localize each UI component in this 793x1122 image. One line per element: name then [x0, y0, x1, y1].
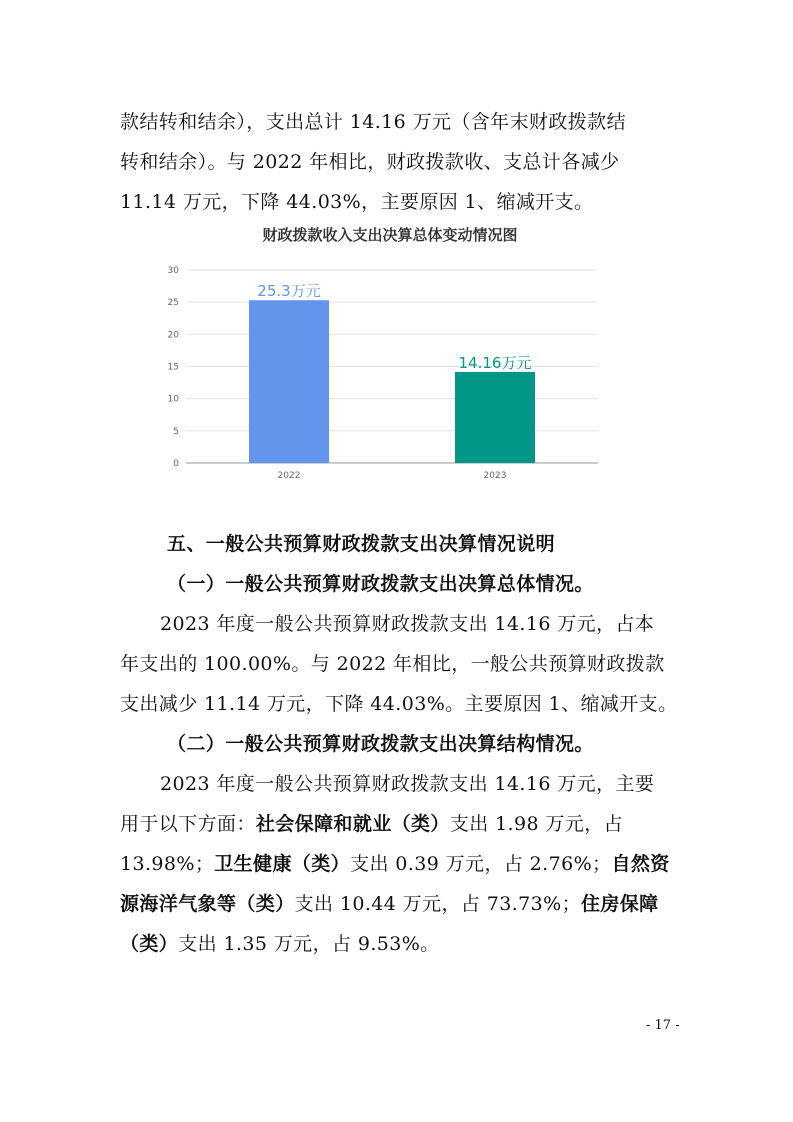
data-label-2022: 25.3万元 [257, 282, 321, 301]
category-natural-resources: 自然资 [611, 853, 670, 875]
data-label-2023: 14.16万元 [458, 353, 532, 372]
text: 年支出的 100.00%。与 2022 年相比，一般公共预算财政拨款 [120, 653, 665, 675]
y-tick-label: 30 [167, 266, 179, 276]
text: 支出减少 11.14 万元，下降 44.03%。主要原因 1、缩减开支。 [120, 693, 678, 715]
text: 支出 10.44 万元，占 73.73%； [294, 893, 581, 915]
page-number: - 17 - [646, 1018, 680, 1033]
text: 用于以下方面： [120, 813, 256, 835]
text: 支出 1.98 万元，占 [449, 813, 624, 835]
x-tick-label: 2023 [483, 471, 507, 481]
subsection-title: （二）一般公共预算财政拨款支出决算结构情况。 [167, 733, 594, 755]
section-title: 五、一般公共预算财政拨款支出决算情况说明 [167, 533, 556, 555]
paragraph-line [0, 770, 793, 798]
chart-y-axis [168, 266, 180, 469]
text: 2023 年度一般公共预算财政拨款支出 14.16 万元，主要 [160, 773, 655, 795]
paragraph-line [0, 108, 793, 136]
paragraph-line [0, 148, 793, 176]
paragraph-line [0, 930, 793, 958]
text: 支出 0.39 万元，占 2.76%； [350, 853, 612, 875]
y-tick-label: 20 [167, 330, 179, 341]
text: 11.14 万元，下降 44.03%，主要原因 1、缩减开支。 [120, 191, 594, 213]
text: 支出 1.35 万元，占 9.53%。 [178, 933, 440, 955]
paragraph-line [0, 610, 793, 638]
paragraph-line [0, 890, 793, 918]
chart-gridlines [186, 270, 598, 431]
chart-x-axis [278, 471, 507, 481]
bar-chart [140, 218, 620, 488]
y-tick-label: 25 [167, 298, 179, 309]
chart-title: 财政拨款收入支出决算总体变动情况图 [262, 226, 518, 244]
paragraph-line [0, 810, 793, 838]
y-tick-label: 0 [173, 459, 179, 469]
paragraph-line [0, 650, 793, 678]
text: 转和结余）。与 2022 年相比，财政拨款收、支总计各减少 [120, 151, 620, 173]
y-tick-label: 10 [167, 394, 179, 405]
paragraph-line [0, 188, 793, 216]
text: 13.98%； [120, 853, 215, 875]
category-natural-resources-cont: 源海洋气象等（类） [120, 893, 295, 915]
chart-bars [249, 282, 535, 463]
y-tick-label: 15 [167, 362, 179, 373]
category-health: 卫生健康（类） [214, 853, 351, 875]
subsection-title: （一）一般公共预算财政拨款支出决算总体情况。 [167, 573, 594, 595]
category-social-security: 社会保障和就业（类） [255, 813, 450, 835]
text: 款结转和结余），支出总计 14.16 万元（含年末财政拨款结 [120, 111, 626, 133]
y-tick-label: 5 [173, 426, 179, 437]
paragraph-line [0, 690, 793, 718]
x-tick-label: 2022 [277, 471, 301, 481]
paragraph-line [0, 850, 793, 878]
category-housing-cont: （类） [120, 933, 179, 955]
bar-2022 [249, 300, 329, 463]
bar-2023 [455, 372, 535, 463]
text: 2023 年度一般公共预算财政拨款支出 14.16 万元，占本 [160, 613, 655, 635]
category-housing: 住房保障 [580, 893, 659, 915]
